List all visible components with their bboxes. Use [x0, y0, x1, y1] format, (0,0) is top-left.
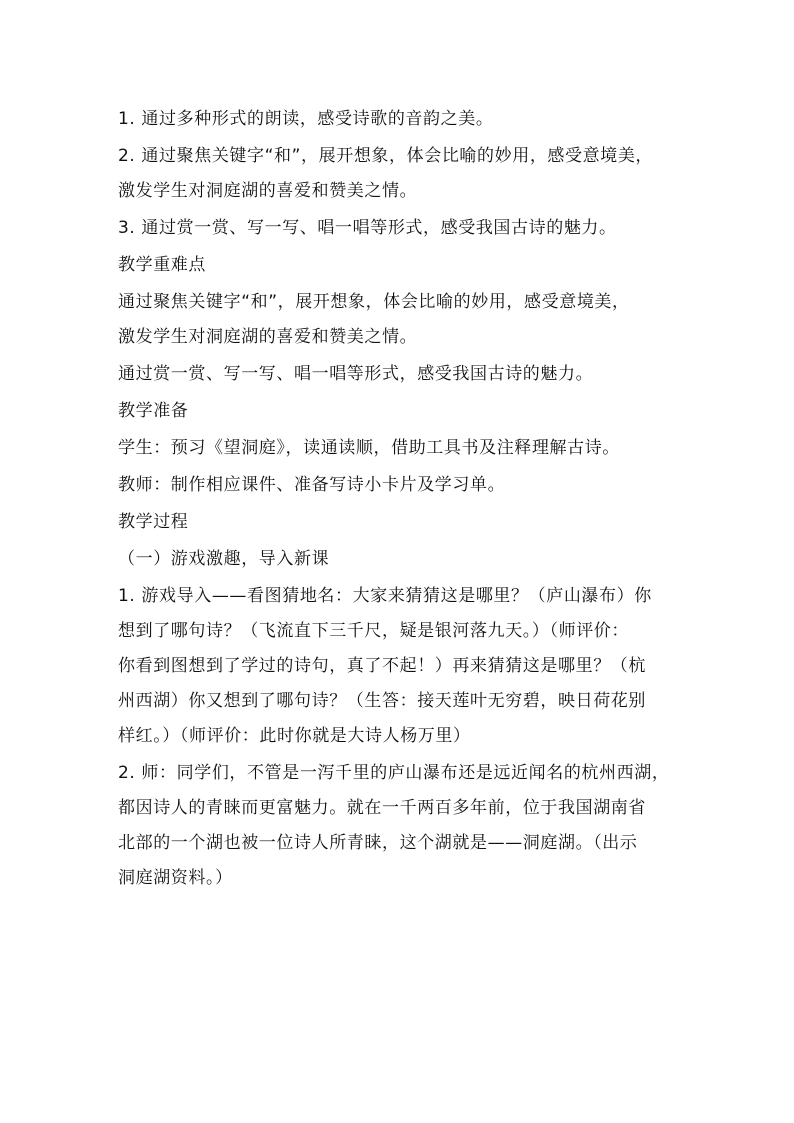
subsection-heading-1: （一）游戏激趣，导入新课: [118, 549, 330, 569]
objective-2-line-1: 2. 通过聚焦关键字“和”，展开想象，体会比喻的妙用，感受意境美，: [118, 146, 654, 166]
step-1-line-2: 想到了哪句诗？（飞流直下三千尺，疑是银河落九天。）（师评价：: [118, 621, 629, 641]
step-2-line-1: 2. 师：同学们，不管是一泻千里的庐山瀑布还是远近闻名的杭州西湖，: [118, 763, 670, 783]
document-page: [118, 102, 686, 896]
step-1-line-1: 1. 游戏导入——看图猜地名：大家来猜猜这是哪里？（庐山瀑布）你: [118, 586, 652, 606]
step-1-line-4: 州西湖）你又想到了哪句诗？（生答：接天莲叶无穷碧，映日荷花别: [118, 691, 646, 711]
objective-3: 3. 通过赏一赏、写一写、唱一唱等形式，感受我国古诗的魅力。: [118, 218, 617, 238]
step-2-line-3: 北部的一个湖也被一位诗人所青睐，这个湖就是——洞庭湖。（出示: [118, 833, 638, 853]
objective-2-line-2: 激发学生对洞庭湖的喜爱和赞美之情。: [118, 181, 418, 201]
preparation-teacher: 教师：制作相应课件、准备写诗小卡片及学习单。: [118, 475, 506, 495]
step-2-line-4: 洞庭湖资料。）: [118, 868, 233, 888]
key-point-1-line-1: 通过聚焦关键字“和”，展开想象，体会比喻的妙用，感受意境美，: [118, 292, 630, 312]
key-point-2: 通过赏一赏、写一写、唱一唱等形式，感受我国古诗的魅力。: [118, 364, 594, 384]
step-1-line-5: 样红。）（师评价：此时你就是大诗人杨万里）: [118, 726, 471, 746]
step-2-line-2: 都因诗人的青睐而更富魅力。就在一千两百多年前，位于我国湖南省: [118, 798, 646, 818]
objective-1: 1. 通过多种形式的朗读，感受诗歌的音韵之美。: [118, 109, 494, 129]
section-heading-preparation: 教学准备: [118, 401, 189, 421]
section-heading-key-points: 教学重难点: [118, 255, 206, 275]
step-1-line-3: 你看到图想到了学过的诗句，真了不起！）再来猜猜这是哪里？（杭: [118, 656, 646, 676]
section-heading-process: 教学过程: [118, 512, 189, 532]
key-point-1-line-2: 激发学生对洞庭湖的喜爱和赞美之情。: [118, 327, 418, 347]
preparation-student: 学生：预习《望洞庭》，读通读顺，借助工具书及注释理解古诗。: [118, 438, 620, 458]
